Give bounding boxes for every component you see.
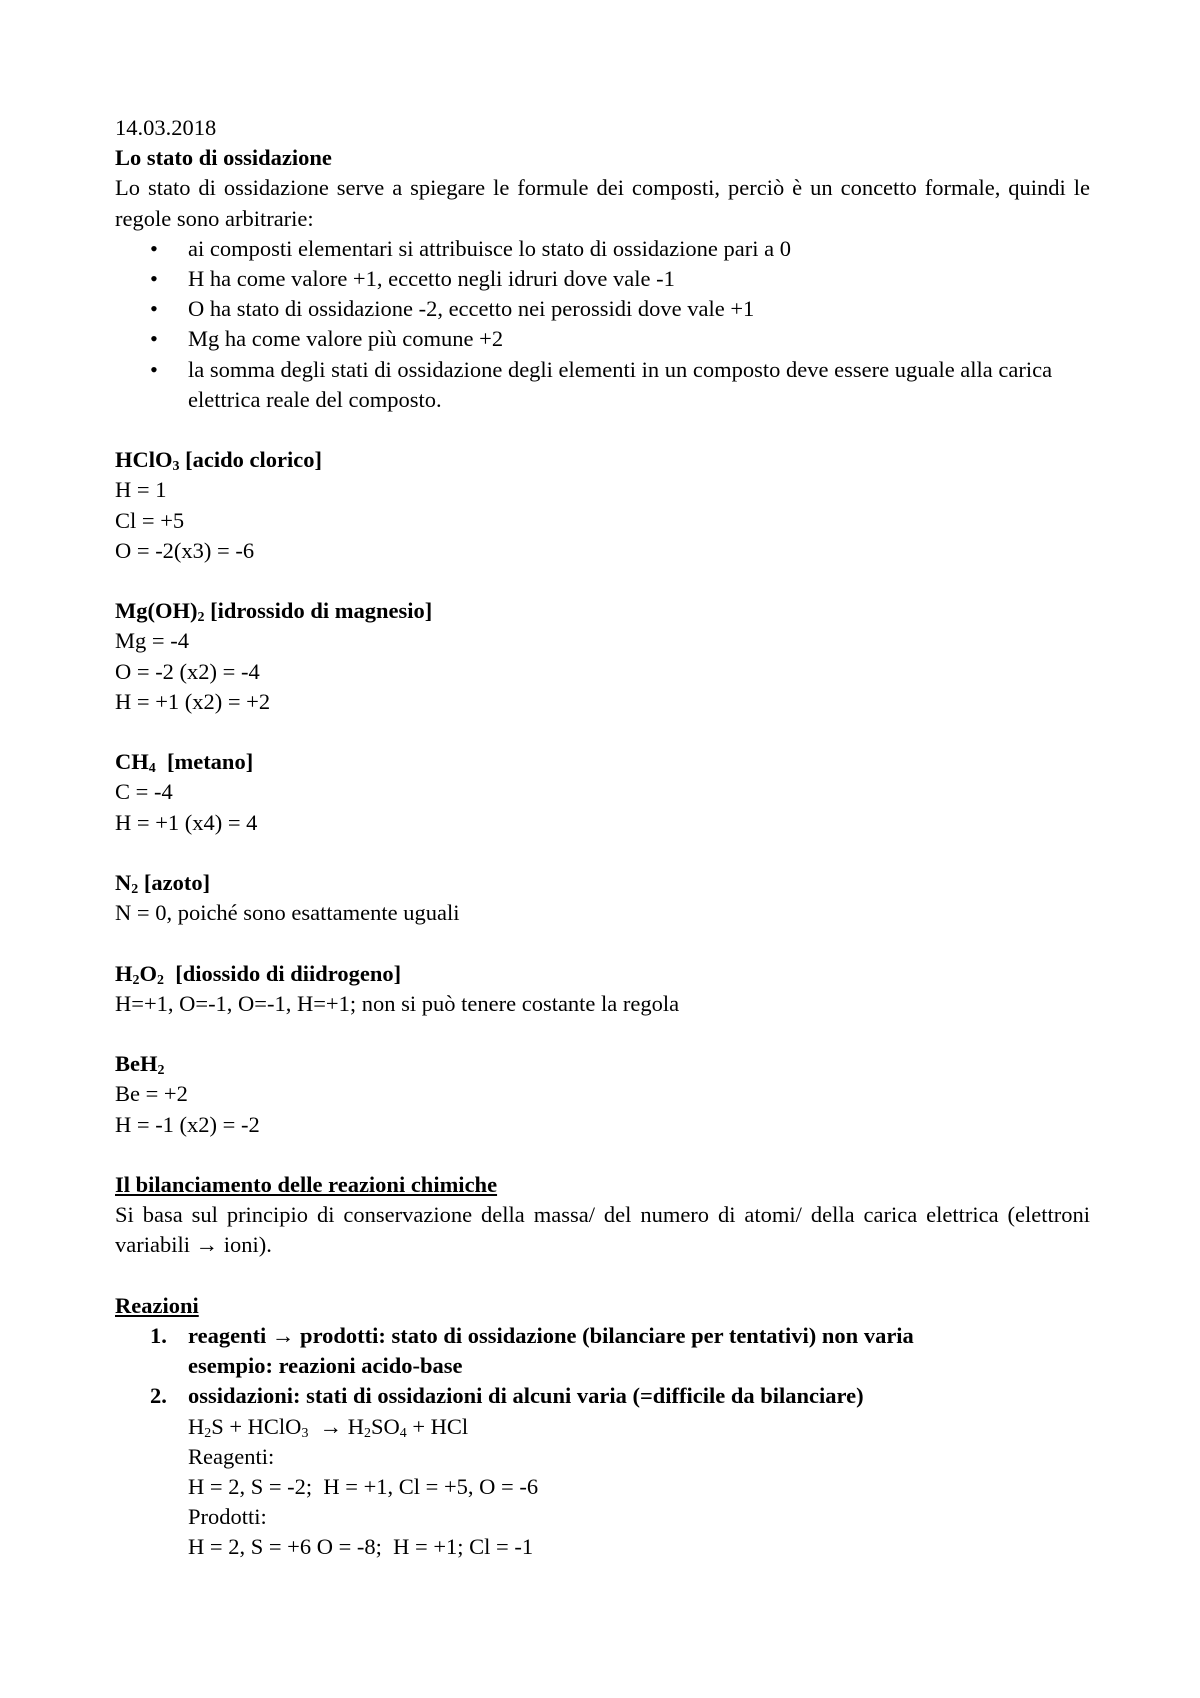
heading-reactions: Reazioni [115, 1292, 199, 1318]
heading-oxidation-state: Lo stato di ossidazione [115, 145, 332, 171]
example-heading-n2: $N_2$ [azoto] [115, 870, 211, 898]
rules-list [115, 234, 1090, 415]
example-heading-ch4: $CH_4$ [metano] [115, 749, 254, 777]
example-line: H=+1, O=-1, O=-1, H=+1; non si può tenere costante la regola [115, 990, 680, 1016]
heading-balancing: Il bilanciamento delle reazioni chimiche [115, 1172, 498, 1197]
item-number: 1. [150, 1323, 167, 1348]
example-line: O = -2(x3) = -6 [115, 537, 255, 563]
list-item: • O ha stato di ossidazione -2, eccetto nei perossidi dove vale +1 [188, 294, 1090, 324]
example-line: Cl = +5 [115, 507, 185, 533]
reagents-label: Reagenti: [188, 1443, 275, 1469]
list-item: • la somma degli stati di ossidazione degli elementi in un composto deve essere uguale alla carica elettrica reale del composto. [188, 355, 1090, 415]
reactions-list [115, 1321, 1090, 1563]
list-item: 1. reagenti → prodotti: stato di ossidazione (bilanciare per tentativi) non varia esempio: reazioni acido-base [150, 1323, 914, 1379]
example-heading-mgoh2: $Mg(OH)_2$ [idrossido di magnesio] [115, 598, 433, 626]
document-page [115, 113, 1090, 1563]
item-number: 2. [150, 1383, 167, 1409]
list-item: 2. ossidazioni: stati di ossidazioni di alcuni varia (=difficile da bilanciare) $H_2S$ + HClO$_3$ → $H_2SO_4$ + HCl Reagenti: H = 2, S = -2; H = +1, Cl = +5, O = -6 Prodotti: H = 2, S = +6 O = -8; H = +1; Cl = -1 [188, 1381, 1090, 1562]
example-line: H = -1 (x2) = -2 [115, 1111, 260, 1137]
list-item: • ai composti elementari si attribuisce lo stato di ossidazione pari a 0 [188, 234, 1090, 264]
example-heading-hclo3: HClO$_3$ [acido clorico] [115, 447, 322, 475]
example-line: Mg = -4 [115, 628, 189, 654]
example-line: Be = +2 [115, 1081, 188, 1107]
example-line: O = -2 (x2) = -4 [115, 658, 260, 684]
intro-paragraph: Lo stato di ossidazione serve a spiegare le formule dei composti, perciò è un concetto formale, quindi le regole sono arbitrarie: [115, 175, 1090, 231]
date: 14.03.2018 [115, 115, 217, 140]
list-item: • H ha come valore +1, eccetto negli idruri dove vale -1 [188, 264, 1090, 294]
example-heading-beh2: BeH$_2$ [115, 1051, 165, 1079]
balancing-paragraph: Si basa sul principio di conservazione della massa/ del numero di atomi/ della carica elettrica (elettroni variabili → ioni). [115, 1202, 1090, 1258]
example-line: H = +1 (x4) = 4 [115, 809, 258, 835]
products-values: H = 2, S = +6 O = -8; H = +1; Cl = -1 [188, 1534, 534, 1560]
reagents-values: H = 2, S = -2; H = +1, Cl = +5, O = -6 [188, 1474, 539, 1500]
example-line: N = 0, poiché sono esattamente uguali [115, 900, 460, 926]
example-line: C = -4 [115, 779, 173, 805]
list-item: • Mg ha come valore più comune +2 [188, 324, 1090, 354]
example-line: H = +1 (x2) = +2 [115, 688, 271, 714]
reaction-equation: $H_2S$ + HClO$_3$ → $H_2SO_4$ + HCl [188, 1413, 469, 1441]
products-label: Prodotti: [188, 1504, 267, 1530]
example-heading-h2o2: $H_2O_2$ [diossido di diidrogeno] [115, 960, 402, 988]
example-line: H = 1 [115, 477, 167, 503]
